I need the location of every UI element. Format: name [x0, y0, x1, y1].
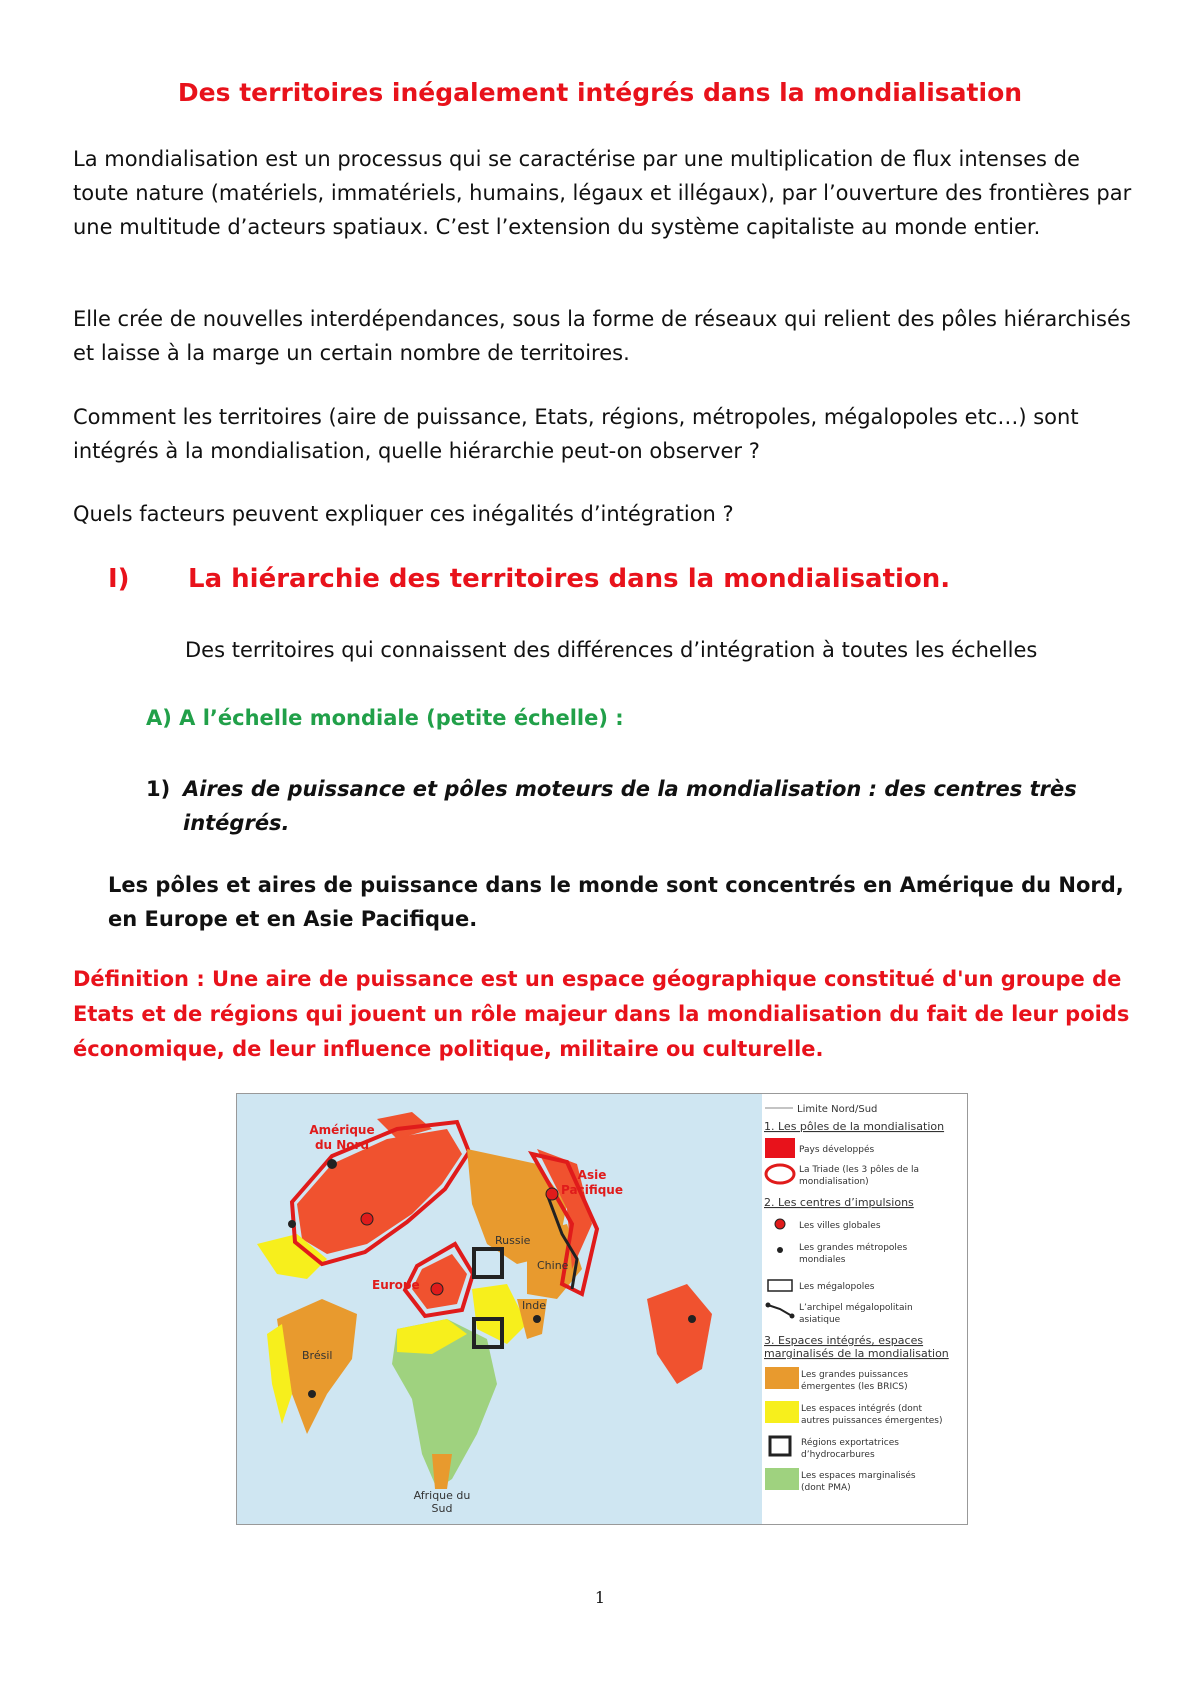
- legend-integrated-2: autres puissances émergentes): [801, 1416, 943, 1426]
- label-south-africa-1: Afrique du: [413, 1489, 471, 1502]
- section-heading-1: [108, 564, 950, 594]
- label-china: Chine: [537, 1259, 569, 1272]
- legend-swatch-developed: [765, 1138, 795, 1158]
- legend-archipelago-1: L’archipel mégalopolitain: [799, 1303, 913, 1313]
- global-city-london: [431, 1283, 443, 1295]
- world-map-figure: [236, 1093, 968, 1525]
- intro-paragraph-2: Elle crée de nouvelles interdépendances, sous la forme de réseaux qui relient des pôles hiérarchisés et laisse à la marge un certain nombre de territoires.: [73, 307, 1131, 365]
- label-brazil: Brésil: [302, 1349, 333, 1362]
- legend-section-3-2: marginalisés de la mondialisation: [764, 1347, 949, 1360]
- map-legend: [764, 1104, 949, 1493]
- legend-triad-1: La Triade (les 3 pôles de la: [799, 1165, 920, 1175]
- legend-marginal-1: Les espaces marginalisés: [801, 1471, 916, 1481]
- legend-swatch-hydrocarbons: [770, 1437, 790, 1455]
- legend-swatch-marginal: [765, 1468, 799, 1490]
- legend-swatch-metropole: [777, 1247, 783, 1253]
- city-dot: [688, 1315, 696, 1323]
- global-city-tokyo: [546, 1188, 558, 1200]
- intro-paragraph-3: Comment les territoires (aire de puissance, Etats, régions, métropoles, mégalopoles etc…) sont intégrés à la mondialisation, quelle hiérarchie peut-on observer ?: [73, 405, 1079, 463]
- legend-section-1: 1. Les pôles de la mondialisation: [764, 1120, 945, 1133]
- city-dot: [288, 1220, 296, 1228]
- page-title: Des territoires inégalement intégrés dans la mondialisation: [177, 78, 1023, 107]
- label-asia-pacific-2: Pacifique: [561, 1183, 623, 1197]
- label-india: Inde: [522, 1299, 546, 1312]
- global-city-new-york: [361, 1213, 373, 1225]
- intro-paragraph-4: Quels facteurs peuvent expliquer ces inégalités d’intégration ?: [73, 502, 734, 526]
- legend-developed: Pays développés: [799, 1145, 875, 1155]
- city-dot: [327, 1159, 337, 1169]
- label-europe: Europe: [372, 1278, 420, 1292]
- legend-metropoles-2: mondiales: [799, 1255, 846, 1265]
- section-number: I): [108, 564, 130, 594]
- legend-swatch-global-city: [775, 1219, 785, 1229]
- subsubsection-title: Aires de puissance et pôles moteurs de la mondialisation : des centres très intégrés.: [183, 777, 1077, 835]
- legend-swatch-megalopolis: [768, 1280, 792, 1291]
- legend-archipelago-2: asiatique: [799, 1315, 841, 1325]
- section-subtitle: Des territoires qui connaissent des différences d’intégration à toutes les échelles: [185, 638, 1038, 662]
- legend-triad-2: mondialisation): [799, 1177, 869, 1187]
- label-north-america-1: Amérique: [309, 1123, 375, 1137]
- legend-megalopolis: Les mégalopoles: [799, 1282, 875, 1292]
- subsubsection-number: 1): [146, 777, 171, 801]
- legend-archipelago-dot: [790, 1314, 795, 1319]
- legend-swatch-integrated: [765, 1401, 799, 1423]
- legend-brics-2: émergentes (les BRICS): [801, 1382, 908, 1392]
- legend-archipelago-dot: [766, 1303, 771, 1308]
- legend-section-2: 2. Les centres d’impulsions: [764, 1196, 914, 1209]
- legend-section-3-1: 3. Espaces intégrés, espaces: [764, 1334, 924, 1347]
- legend-marginal-2: (dont PMA): [801, 1483, 851, 1493]
- label-russia: Russie: [495, 1234, 531, 1247]
- legend-hydrocarbons-1: Régions exportatrices: [801, 1438, 899, 1448]
- legend-north-south: Limite Nord/Sud: [797, 1104, 878, 1115]
- intro-paragraph-1: La mondialisation est un processus qui se caractérise par une multiplication de flux intenses de toute nature (matériels, immatériels, humains, légaux et illégaux), par l’ouverture des frontières par une multitude d’acteurs spatiaux. C’est l’extension du système capitaliste au monde entier.: [73, 147, 1132, 239]
- legend-brics-1: Les grandes puissances: [801, 1370, 909, 1380]
- legend-swatch-triad: [766, 1165, 794, 1183]
- definition-paragraph: Définition : Une aire de puissance est un espace géographique constitué d'un groupe de Etats et de régions qui jouent un rôle majeur dans la mondialisation du fait de leur poids économique, de leur influence politique, militaire ou culturelle.: [73, 967, 1130, 1061]
- city-dot: [533, 1315, 541, 1323]
- legend-hydrocarbons-2: d’hydrocarbures: [801, 1450, 875, 1460]
- label-asia-pacific-1: Asie: [577, 1168, 607, 1182]
- legend-global-cities: Les villes globales: [799, 1221, 881, 1231]
- legend-metropoles-1: Les grandes métropoles: [799, 1243, 908, 1253]
- page-number: 1: [594, 1588, 606, 1607]
- label-north-america-2: du Nord: [314, 1138, 370, 1152]
- city-dot: [308, 1390, 316, 1398]
- subsubsection-heading-1: [146, 772, 1096, 840]
- world-map-svg: [237, 1094, 967, 1524]
- label-south-africa-2: Sud: [431, 1502, 453, 1515]
- legend-swatch-archipelago: [768, 1305, 792, 1316]
- legend-integrated-1: Les espaces intégrés (dont: [801, 1404, 922, 1414]
- legend-swatch-brics: [765, 1367, 799, 1389]
- key-statement: Les pôles et aires de puissance dans le monde sont concentrés en Amérique du Nord, en Europe et en Asie Pacifique.: [108, 873, 1124, 931]
- section-title: La hiérarchie des territoires dans la mondialisation.: [188, 564, 951, 594]
- subsection-heading-a: A) A l’échelle mondiale (petite échelle) :: [146, 706, 624, 730]
